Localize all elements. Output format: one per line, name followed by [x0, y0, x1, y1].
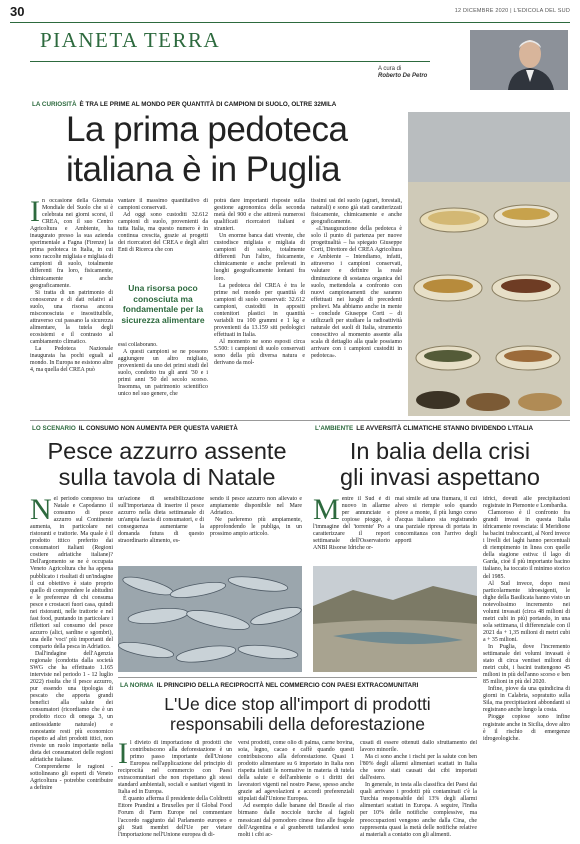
article3-headline-line2: gli invasi aspettano: [340, 464, 540, 490]
article2-headline-line1: Pesce azzurro assente: [47, 438, 287, 464]
article4-paragraph-5: cusati di essere ottenuti dallo sfruttamento del lavoro minorile.: [360, 740, 477, 754]
article1-headline: [66, 110, 426, 190]
article1-column-2-bottom: [118, 342, 208, 416]
article4-kicker-text: IL PRINCIPIO DELLA RECIPROCITÀ NEL COMMERCIO CON PAESI EXTRACOMUNITARI: [156, 682, 419, 689]
article1-paragraph-4: vantare il massimo quantitativo di campioni conservati.: [118, 198, 208, 212]
article1-pullquote: Una risorsa poco conosciuta ma fondamentale per la sicurezza alimentare: [121, 283, 205, 325]
divider-2: [118, 677, 477, 678]
article1-paragraph-7: A questi campioni se ne possono aggiungere un altro migliaio, provenienti da uno dei primi studi del suolo, condotto tra gli anni '30 e i primi anni '50 del secolo scorso. Insomma, un patrimonio scientifico unico nel suo genere, che: [118, 349, 208, 398]
article2-column-2: [118, 496, 204, 560]
article1-kicker-text: È TRA LE PRIME AL MONDO PER QUANTITÀ DI CAMPIONI DI SUOLO, OLTRE 32MILA: [79, 101, 337, 108]
article3-dropcap: M: [313, 496, 340, 526]
soil-samples-photo: [408, 112, 570, 416]
reservoir-photo: [313, 566, 477, 672]
article3-tag: L'AMBIENTE: [315, 425, 354, 432]
article4-column-3: [360, 740, 477, 842]
article1-headline-line1: La prima pedoteca: [66, 110, 348, 149]
article1-column-2-top: [118, 198, 208, 282]
article3-paragraph-4: Clamoroso è il confronto fra grandi invasi in questa Italia idricamente rovesciata: il Meridione ha bacini traboccanti, al Nord invece i livelli dei laghi hanno percentuali di riempimento in linea con quelle della stagione estiva: il lago di Garda, cioè il più importante bacino italiano, ha toccato il minimo storico del 1985.: [483, 510, 570, 580]
article2-headline: [32, 438, 302, 490]
article2-paragraph-2: Dall'indagine dell'Agenzia regionale (condotta dalla società SWG che ha effettuato 1.165 interviste nel periodo 1 - 12 luglio 2022) risulta che il pesce azzurro, pur essendo una tipologia di pescato che apporta grandi benefici alla salute dei consumatori (ricordiamo che è un prodotto ricco di omega 3, un antiossidante naturale) e nonostante resti più economico rispetto ad altri prodotti ittici, non riveste un ruolo importante nella dieta dei consumatori delle regioni adriatiche italiane.: [30, 651, 113, 763]
article3-paragraph-8: Piogge copiose sono infine registrate anche in Sicilia, dove altro è il rischio di emergenze idrogeologiche.: [483, 714, 570, 742]
portrait-image: [470, 30, 568, 90]
reservoir-image: [313, 566, 477, 672]
article2-kicker-text: IL CONSUMO NON AUMENTA PER QUESTA VARIETÀ: [78, 425, 238, 432]
curator-credit: [378, 66, 427, 80]
article4-column-1: [118, 740, 232, 842]
section-title: PIANETA TERRA: [40, 28, 221, 52]
article1-kicker: [32, 101, 336, 108]
article3-column-3: [483, 496, 570, 842]
article1-paragraph-12: tissimi usi del suolo (agrari, forestali, naturali) e sono già stati caratterizzati fisicamente, chimicamente e anche geograficamente.: [311, 198, 402, 226]
article1-dropcap: I: [30, 198, 40, 228]
article4-tag: LA NORMA: [120, 682, 154, 689]
article2-paragraph-5: sendo il pesce azzurro non allevato e ampiamente disponibile nel Mare Adriatico.: [210, 496, 302, 517]
article1-paragraph-10: La pedoteca del CREA è tra le prime nel mondo per quantità di campioni di suolo conservati: 32.612 campioni, custoditi in appositi contenitori plastici in quantità variabili tra 100 grammi e 1 kg e provenienti da 13.159 siti pedologici effettuati in Italia.: [214, 282, 305, 338]
article2-kicker: [32, 425, 238, 432]
date-line: 12 DICEMBRE 2020 | L'EDICOLA DEL SUD: [454, 8, 570, 14]
article3-column-2: [395, 496, 477, 560]
article3-paragraph-1: entre il Sud è di nuovo in allarme per annunciate e copiose piogge, è l'immagine del 'torrente' Po a caratterizzare il report settimanale dell'Osservatorio ANBI Risorse Idriche or-: [313, 496, 390, 552]
article1-column-4: [311, 198, 402, 416]
article3-column-1: [313, 496, 390, 560]
article1-paragraph-6: essi collaborano.: [118, 342, 158, 348]
fish-image: [118, 566, 302, 672]
curator-name: Roberto De Petro: [378, 73, 428, 79]
page-number: 30: [10, 4, 25, 19]
divider-1: [30, 420, 570, 421]
article2-paragraph-3: Comprenderne le ragioni - sottolineano gli esperti di Veneto Agricoltura - potrebbe contribuire a definire: [30, 763, 113, 791]
soil-samples-image: [408, 112, 570, 416]
article4-paragraph-3: versi prodotti, come olio di palma, carne bovina, soia, legno, cacao e caffè quando questi contribuiscono alla deforestazione. Quasi 1 prodotto alimentare su 6 importato in Italia non rispetta infatti le normative in materia di tutela della salute e dell'ambiente o i diritti dei lavoratori vigenti nel nostro Paese, spesso anche grazie ad agevolazioni e accordi preferenziali stipulati dall'Unione Europea.: [238, 740, 354, 803]
article1-headline-line2: italiana è in Puglia: [66, 150, 341, 189]
article3-paragraph-2: mai simile ad una fiumara, il cui alveo si riempie solo quando piove a monte, il più lungo corso d'acqua italiano sta registrando una parziale ripresa di portata in concomitanza con l'arrivo degli apporti: [395, 496, 477, 545]
article4-kicker: [120, 682, 418, 689]
article2-column-1: [30, 496, 113, 844]
curator-portrait: [470, 30, 568, 90]
article4-paragraph-1: l divieto di importazione di prodotti che contribuiscono alla deforestazione è un primo passo importante dell'Unione Europea nell'applicazione del principio di reciprocità nel commercio con Paesi extracomunitari che non rispettano gli stessi standard ambientali, sociali e sanitari vigenti in Italia ed in Europa.: [118, 740, 232, 796]
article4-paragraph-2: È quanto afferma il presidente della Coldiretti Ettore Prandini a Bruxelles per il Global Food Forum di Farm Europe nel commentare l'accordo raggiunto dal Parlamento europeo e gli Stati membri dell'Ue per vietare l'importazione nell'Unione europea di di-: [118, 796, 232, 838]
article1-paragraph-5: Ad oggi sono custoditi 32.612 campioni di suolo, provenienti da tutta Italia, ma questo numero è in continua crescita, grazie ai progetti dei ricercatori del CREA e degli altri Enti di Ricerca che con: [118, 212, 208, 254]
article4-dropcap: I: [118, 740, 128, 770]
article3-kicker: [315, 425, 533, 432]
article3-paragraph-5: Al Sud invece, dopo mesi particolarmente idroesigenti, le dighe della Basilicata hanno visto un notevolissimo incremento nei volumi invasati (circa 48 milioni di metri cubi in più) portando, in una sola settimana, il differenziale con il 2021 da + 1,35 milioni di metri cubi a + 35 milioni.: [483, 580, 570, 643]
article2-paragraph-6: Ne parleremo più ampiamente, approfondendo le publiga, in un prossimo ampio articolo.: [210, 517, 302, 538]
article1-paragraph-9: Un enorme banca dati vivente, che custodisce migliaia e migliaia di campioni di suolo, totalmente differenti l'un l'altro, fisicamente, chimicamente e anche prelevati in luoghi geograficamente lontani fra loro.: [214, 233, 305, 282]
article3-paragraph-6: In Puglia, dove l'incremento settimanale dei volumi invasati è stato di circa ventisei milioni di metri cubi, i bacini trattengono 45 milioni in più dell'anno scorso e ben 85 milioni in più del 2020.: [483, 643, 570, 686]
article2-paragraph-4: un'azione di sensibilizzazione sull'importanza di inserire il pesce azzurro nella dieta settimanale di un'ampia fascia di consumatori, e di conseguenza aumentarne la domanda futura di questo straordinario alimento, es-: [118, 496, 204, 545]
article3-paragraph-3: idrici, dovuti alle precipitazioni registrate in Piemonte e Lombardia.: [483, 496, 570, 510]
article4-paragraph-6: Ma ci sono anche i rischi per la salute con ben l'80% degli allarmi alimentari scattati in Italia che sono stati causati dai cibi importati dall'estero.: [360, 754, 477, 782]
article1-paragraph-3: La Pedoteca Nazionale inaugurata ha pochi eguali al mondo. In Europa ne esistono altre 4, ma quella del CREA può: [30, 345, 113, 374]
article4-column-2: [238, 740, 354, 842]
article2-tag: LO SCENARIO: [32, 425, 76, 432]
article1-column-1: [30, 198, 113, 416]
article1-paragraph-1: n occasione della Giornata Mondiale del Suolo che si è celebrata nei giorni scorsi, il CREA, con il suo Centro Agricoltura e Ambiente, ha inaugurato presso la sua azienda sperimentale a Fagna (Firenze) la prima pedoteca in Italia, in cui sono raccolte migliaia e migliaia di campioni di suolo, totalmente differenti fra loro, fisicamente, chimicamente e anche geograficamente.: [30, 198, 113, 289]
article1-paragraph-8: potrà dare importanti risposte sulla gestione agronomica della seconda metà del 900 e che attirerà numerosi qualificati ricercatori italiani e stranieri.: [214, 198, 305, 233]
fish-photo: [118, 566, 302, 672]
article3-headline-line1: In balia della crisi: [349, 438, 531, 464]
article1-paragraph-11: Al momento ne sono esposti circa 5.500: i campioni di suolo conservati sono della più diversa natura e derivano da mol-: [214, 338, 305, 367]
article4-headline-line1: L'Ue dice stop all'import di prodotti: [164, 694, 431, 714]
article4-paragraph-7: In generale, in testa alla classifica dei Paesi dai quali arrivano i prodotti più contaminati c'è la Turchia responsabile del 13% degli allarmi alimentari scattati in Europa. A seguire, l'India per 10% delle notifiche complessive, ma preoccupazioni vengono anche dalla Cina, che rappresenta quasi la metà delle notifiche relative ai materiali a contatto con gli alimenti.: [360, 782, 477, 838]
article3-paragraph-7: Infine, piove da una quindicina di giorni in Calabria, sopratutto sulla Sila, ma precipitazioni abbondanti si registrano anche lungo la costa.: [483, 686, 570, 714]
article3-kicker-text: LE AVVERSITÀ CLIMATICHE STANNO DIVIDENDO L'ITALIA: [356, 425, 533, 432]
article2-column-3: [210, 496, 302, 560]
article4-headline: [118, 694, 477, 734]
article2-dropcap: N: [30, 496, 52, 526]
article3-headline: [310, 438, 570, 490]
article4-headline-line2: responsabili della deforestazione: [170, 714, 425, 734]
article1-column-3: [214, 198, 305, 416]
curated-by-label: A cura di: [378, 66, 402, 72]
article1-tag: LA CURIOSITÀ: [32, 101, 77, 108]
top-bar: [10, 4, 570, 23]
article2-paragraph-1: el periodo compreso tra Natale e Capodanno il consumo di pesce azzurro sul Continente aumenta, in particolare nei ristoranti e trattorie. Ma quale è il prodotto ittico preferito dai consumatori italiani (Regioni costiere adriatiche italiane)? Dell'argomento se ne è occupata Veneto Agricoltura che ha appena pubblicato i risultati di un'indagine il cui obiettivo è stato proprio quello di comprendere le abitudini e le preferenze di chi consuma pesce e crostacei fuori casa, quindi nei ristoranti, nelle trattorie e nel fast food, puntando in particolare i riflettori sul consumo del pesce azzurro (alici, sardine e sgombri), una delle 'voci' più importanti del comparto della pesca in Adriatico.: [30, 496, 113, 650]
section-rule: [30, 61, 430, 62]
article2-headline-line2: sulla tavola di Natale: [58, 464, 276, 490]
article4-paragraph-4: Ad esempio dalle banane del Brasile al riso birmano dalle nocciole turche al fagioli messicani dal pomodoro cinese fino alle fragole dell'Argentina e al granberetti tailandesi sono molti i cibi ac-: [238, 803, 354, 838]
article1-paragraph-2: Si tratta di un patrimonio di conoscenze e di dati relativi al suolo, una risorsa ancora misconosciuta e insostituibile, attraverso cui passano la sicurezza alimentare, la tutela degli ecosistemi e il contrasto al cambiamento climatico.: [30, 289, 113, 345]
article1-paragraph-13: «L'inaugurazione della pedoteca è solo il punto di partenza per nuove progettualità – ha spiegato Giuseppe Corti, Direttore del CREA Agricoltura e Ambiente – Intendiamo, infatti, attraverso i campioni conservati, valutare e definire la reale diminuzione di sostanza organica del suolo, mettendola a confronto con nuovi campionamenti che saranno effettuati nei luoghi di precedenti prelievi. Ma abbiamo anche in mente – conclude Giuseppe Corti – di utilizzarli per studiare la radioattività naturale dei suoli di Italia, strumento conoscitivo al momento assente alla scala di dettaglio alla quale possiamo arrivare con i campioni custoditi in pedoteca».: [311, 226, 402, 360]
